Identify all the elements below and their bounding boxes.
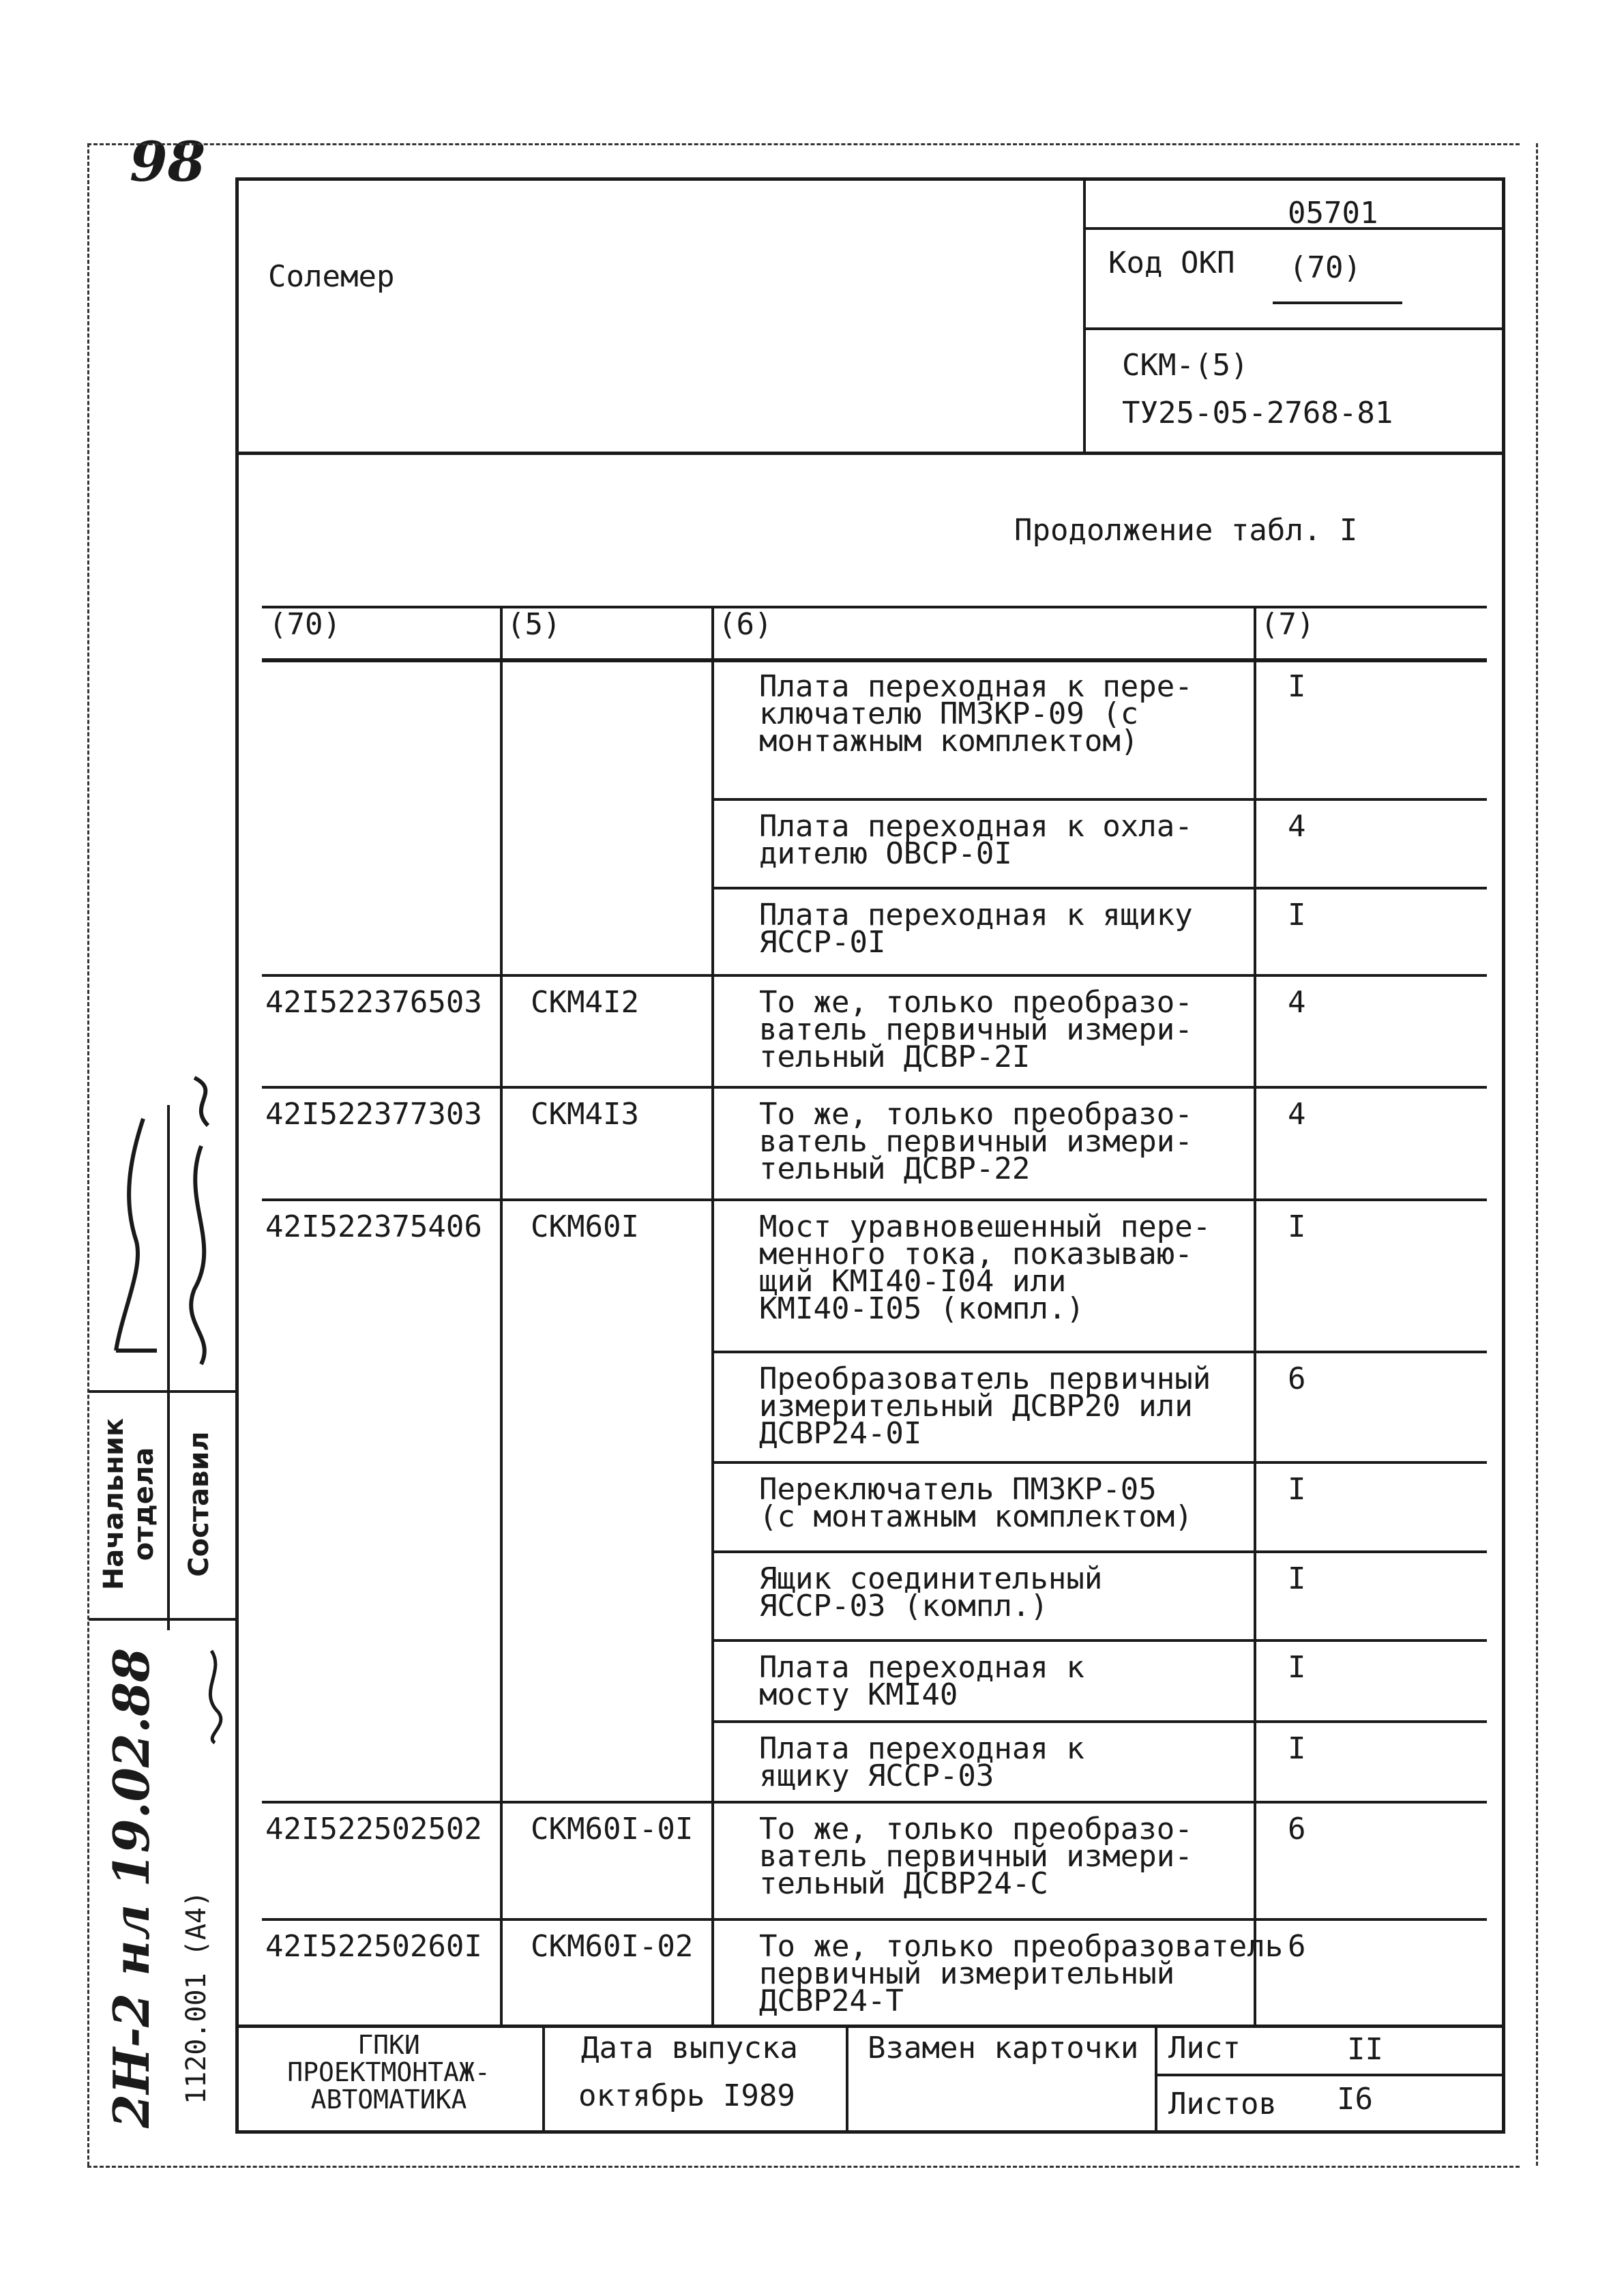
left-cut-line xyxy=(87,143,89,2166)
designation-line-1: СКМ-(5) xyxy=(1122,348,1249,383)
cell-model: СКМ4I2 xyxy=(531,985,639,1020)
footer-top-line xyxy=(235,2025,1505,2028)
cell-quantity: I xyxy=(1288,1472,1306,1507)
cell-description: То же, только преобразователь первичный измерительный ДСВР24-Т xyxy=(759,1929,1284,2018)
table-header-cell: (70) xyxy=(269,607,341,642)
replaces-label: Взамен карточки xyxy=(868,2031,1139,2065)
cell-code: 42I522375406 xyxy=(265,1209,482,1244)
form-code: 1120.001 (А4) xyxy=(181,1890,212,2104)
okp-code-label: Код ОКП xyxy=(1108,246,1235,280)
cell-code: 42I522377303 xyxy=(265,1097,482,1132)
cell-quantity: I xyxy=(1288,1650,1306,1685)
cell-description: Плата переходная к пере- ключателю ПМЗКР-09 (с монтажным комплектом) xyxy=(759,669,1193,759)
cell-model: СКМ60I-0I xyxy=(531,1812,694,1846)
signature-small xyxy=(191,1644,239,1746)
cell-model: СКМ60I-02 xyxy=(531,1929,694,1964)
role-head-of-department: Начальник отдела xyxy=(98,1417,160,1591)
cell-quantity: I xyxy=(1288,1209,1306,1244)
cell-description: Преобразователь первичный измерительный ДСВР20 или ДСВР24-0I xyxy=(759,1362,1211,1451)
cell-description: То же, только преобразо- ватель первичный измери- тельный ДСВР-22 xyxy=(759,1097,1193,1186)
cell-code: 42I522502502 xyxy=(265,1812,482,1846)
cell-quantity: I xyxy=(1288,898,1306,932)
page-number: 98 xyxy=(130,130,206,194)
cell-description: Плата переходная к мосту КМI40 xyxy=(759,1650,1084,1712)
cell-description: То же, только преобразо- ватель первичный измери- тельный ДСВР24-С xyxy=(759,1812,1193,1901)
cell-quantity: 6 xyxy=(1288,1929,1306,1964)
release-date: октябрь I989 xyxy=(578,2078,795,2113)
right-cut-line xyxy=(1536,143,1538,2166)
cell-code: 42I522376503 xyxy=(265,985,482,1020)
cell-model: СКМ60I xyxy=(531,1209,639,1244)
cell-description: Мост уравновешенный пере- менного тока, показываю- щий КМI40-I04 или КМI40-I05 (компл.) xyxy=(759,1209,1211,1326)
role-author: Составил xyxy=(183,1431,215,1577)
cell-quantity: I xyxy=(1288,1561,1306,1596)
top-cut-line xyxy=(87,143,1520,145)
cell-description: Плата переходная к ящику ЯССР-03 xyxy=(759,1731,1084,1793)
okp-code-number: 05701 xyxy=(1288,196,1378,231)
release-label: Дата выпуска xyxy=(581,2031,798,2065)
cell-quantity: 6 xyxy=(1288,1812,1306,1846)
cell-description: Плата переходная к охла- дителю ОВСР-0I xyxy=(759,809,1193,871)
cell-quantity: 6 xyxy=(1288,1362,1306,1396)
signature-head xyxy=(102,1105,171,1378)
registration-note: 2Н-2 нл 19.02.88 xyxy=(102,1647,160,2128)
sheets-value: I6 xyxy=(1337,2082,1373,2117)
cell-quantity: 4 xyxy=(1288,1097,1306,1132)
sheets-label: Листов xyxy=(1168,2087,1277,2121)
cell-description: Переключатель ПМЗКР-05 (с монтажным комплектом) xyxy=(759,1472,1193,1534)
table-header-cell: (7) xyxy=(1260,607,1315,642)
okp-code-value: (70) xyxy=(1289,250,1361,285)
organization: ГПКИ ПРОЕКТМОНТАЖ- АВТОМАТИКА xyxy=(287,2030,490,2115)
bottom-cut-line xyxy=(87,2166,1520,2168)
header-divider xyxy=(1083,177,1086,452)
product-name: Солемер xyxy=(268,259,395,294)
table-header-cell: (6) xyxy=(718,607,773,642)
cell-code: 42I52250260I xyxy=(265,1929,482,1964)
continuation-label: Продолжение табл. I xyxy=(1014,513,1358,548)
cell-description: Ящик соединительный ЯССР-03 (компл.) xyxy=(759,1561,1103,1623)
sheet-label: Лист xyxy=(1168,2031,1241,2065)
cell-quantity: I xyxy=(1288,669,1306,704)
table-header-cell: (5) xyxy=(507,607,561,642)
cell-model: СКМ4I3 xyxy=(531,1097,639,1132)
cell-quantity: 4 xyxy=(1288,809,1306,844)
designation-line-2: ТУ25-05-2768-81 xyxy=(1122,396,1393,430)
sheet-value: II xyxy=(1347,2032,1383,2067)
cell-description: Плата переходная к ящику ЯССР-0I xyxy=(759,898,1193,960)
cell-quantity: I xyxy=(1288,1731,1306,1766)
cell-description: То же, только преобразо- ватель первичный измери- тельный ДСВР-2I xyxy=(759,985,1193,1074)
header-bottom-line xyxy=(235,452,1505,455)
signature-author xyxy=(167,1064,235,1378)
cell-quantity: 4 xyxy=(1288,985,1306,1020)
